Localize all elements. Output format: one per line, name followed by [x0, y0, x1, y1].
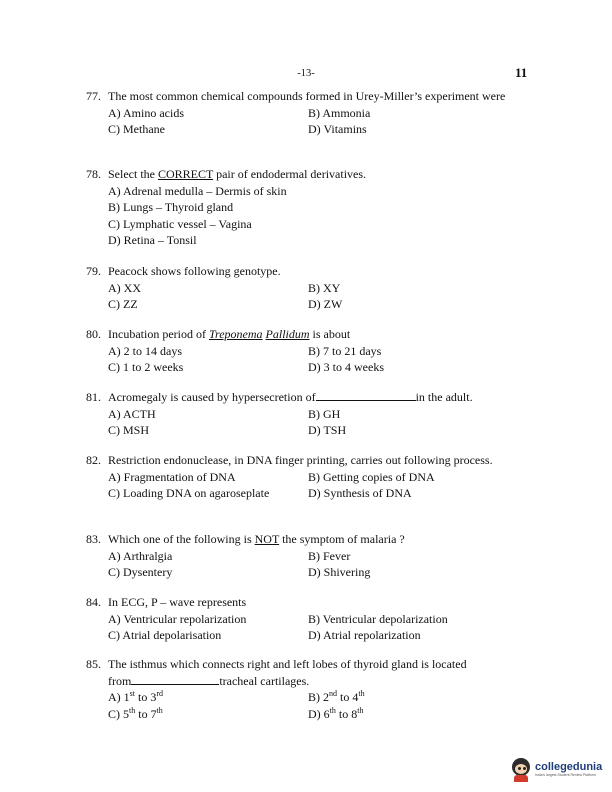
- options: [108, 548, 516, 581]
- options: [108, 343, 516, 376]
- emphasis-word: NOT: [254, 532, 280, 546]
- question-number: 79.: [86, 264, 101, 278]
- question-text: In ECG, P – wave represents: [108, 595, 247, 609]
- question-number: 85.: [86, 657, 101, 671]
- option-c: C) Dysentery: [108, 565, 173, 579]
- option-c: C) 5th to 7th: [108, 705, 163, 721]
- options: [108, 406, 516, 439]
- options: [108, 105, 516, 138]
- option-a: A) Amino acids: [108, 105, 184, 120]
- question-83: [86, 531, 516, 581]
- option-d: D) Atrial repolarization: [308, 628, 421, 642]
- question-number: 83.: [86, 532, 101, 546]
- option-a: A) Fragmentation of DNA: [108, 469, 236, 484]
- question-80: [86, 326, 516, 376]
- option-d: D) Shivering: [308, 565, 371, 579]
- option-d: D) 3 to 4 weeks: [308, 360, 384, 374]
- option-c: C) Atrial depolarisation: [108, 628, 222, 642]
- option-b: B) Fever: [308, 548, 351, 563]
- question-number: 81.: [86, 390, 101, 404]
- question-number: 78.: [86, 167, 101, 181]
- question-text: The isthmus which connects right and left lobes of thyroid gland is located from tracheal cartilages.: [108, 657, 467, 688]
- option-d: D) TSH: [308, 423, 347, 437]
- question-number: 82.: [86, 453, 101, 467]
- mascot-icon: [510, 756, 532, 782]
- option-a: A) XX: [108, 280, 141, 295]
- option-a: A) ACTH: [108, 406, 156, 421]
- question-text: Peacock shows following genotype.: [108, 264, 281, 278]
- logo-name: collegedunia: [535, 761, 603, 773]
- option-a: A) Ventricular repolarization: [108, 611, 247, 626]
- option-d: D) Retina – Tonsil: [108, 233, 197, 247]
- option-a: A) 2 to 14 days: [108, 343, 182, 358]
- question-text: Incubation period of Treponema Pallidum is about: [108, 327, 351, 341]
- question-77: [86, 88, 516, 138]
- options: [108, 183, 516, 249]
- option-b: B) Ammonia: [308, 105, 371, 120]
- option-b: B) Lungs – Thyroid gland: [108, 200, 234, 214]
- options: [108, 611, 516, 644]
- option-b: B) GH: [308, 406, 341, 421]
- option-c: C) Lymphatic vessel – Vagina: [108, 216, 252, 231]
- question-79: [86, 263, 516, 313]
- option-a: A) Adrenal medulla – Dermis of skin: [108, 183, 287, 198]
- option-b: B) Ventricular depolarization: [308, 611, 448, 626]
- logo-tagline: India's largest Student Review Platform: [535, 773, 596, 777]
- question-82: [86, 452, 516, 502]
- option-d: D) ZW: [308, 297, 343, 311]
- question-text: Restriction endonuclease, in DNA finger printing, carries out following process.: [108, 453, 493, 467]
- option-d: D) Synthesis of DNA: [308, 486, 412, 500]
- option-b: B) 7 to 21 days: [308, 343, 382, 358]
- question-text: Which one of the following is NOT the symptom of malaria ?: [108, 532, 405, 546]
- option-b: B) XY: [308, 280, 341, 295]
- page-number: -13-: [297, 68, 315, 79]
- question-text: Select the CORRECT pair of endodermal derivatives.: [108, 167, 367, 181]
- question-number: 80.: [86, 327, 101, 341]
- option-a: A) Arthralgia: [108, 548, 173, 563]
- question-85: [86, 656, 516, 722]
- question-text: The most common chemical compounds formed in Urey-Miller’s experiment were: [108, 89, 506, 103]
- genus-term: Treponema: [208, 327, 263, 341]
- question-84: [86, 594, 516, 644]
- option-b: B) Getting copies of DNA: [308, 469, 435, 484]
- emphasis-word: CORRECT: [157, 167, 214, 181]
- option-c: C) MSH: [108, 423, 150, 437]
- option-c: C) 1 to 2 weeks: [108, 360, 184, 374]
- option-c: C) Loading DNA on agaroseplate: [108, 486, 270, 500]
- option-c: C) ZZ: [108, 297, 138, 311]
- fill-in-blank: [316, 389, 416, 401]
- options: [108, 280, 516, 313]
- option-c: C) Methane: [108, 122, 165, 136]
- question-78: [86, 166, 516, 249]
- question-number: 84.: [86, 595, 101, 609]
- option-a: A) 1st to 3rd: [108, 689, 164, 704]
- option-d: D) 6th to 8th: [308, 705, 364, 721]
- question-81: [86, 389, 516, 439]
- options: [108, 689, 516, 722]
- options: [108, 469, 516, 502]
- sheet-number: 11: [515, 65, 528, 80]
- collegedunia-logo: [510, 756, 602, 782]
- question-number: 77.: [86, 89, 101, 103]
- species-term: Pallidum: [265, 327, 310, 341]
- option-d: D) Vitamins: [308, 122, 367, 136]
- question-text: Acromegaly is caused by hypersecretion of in the adult.: [108, 390, 473, 404]
- fill-in-blank: [131, 673, 219, 685]
- option-b: B) 2nd to 4th: [308, 689, 365, 704]
